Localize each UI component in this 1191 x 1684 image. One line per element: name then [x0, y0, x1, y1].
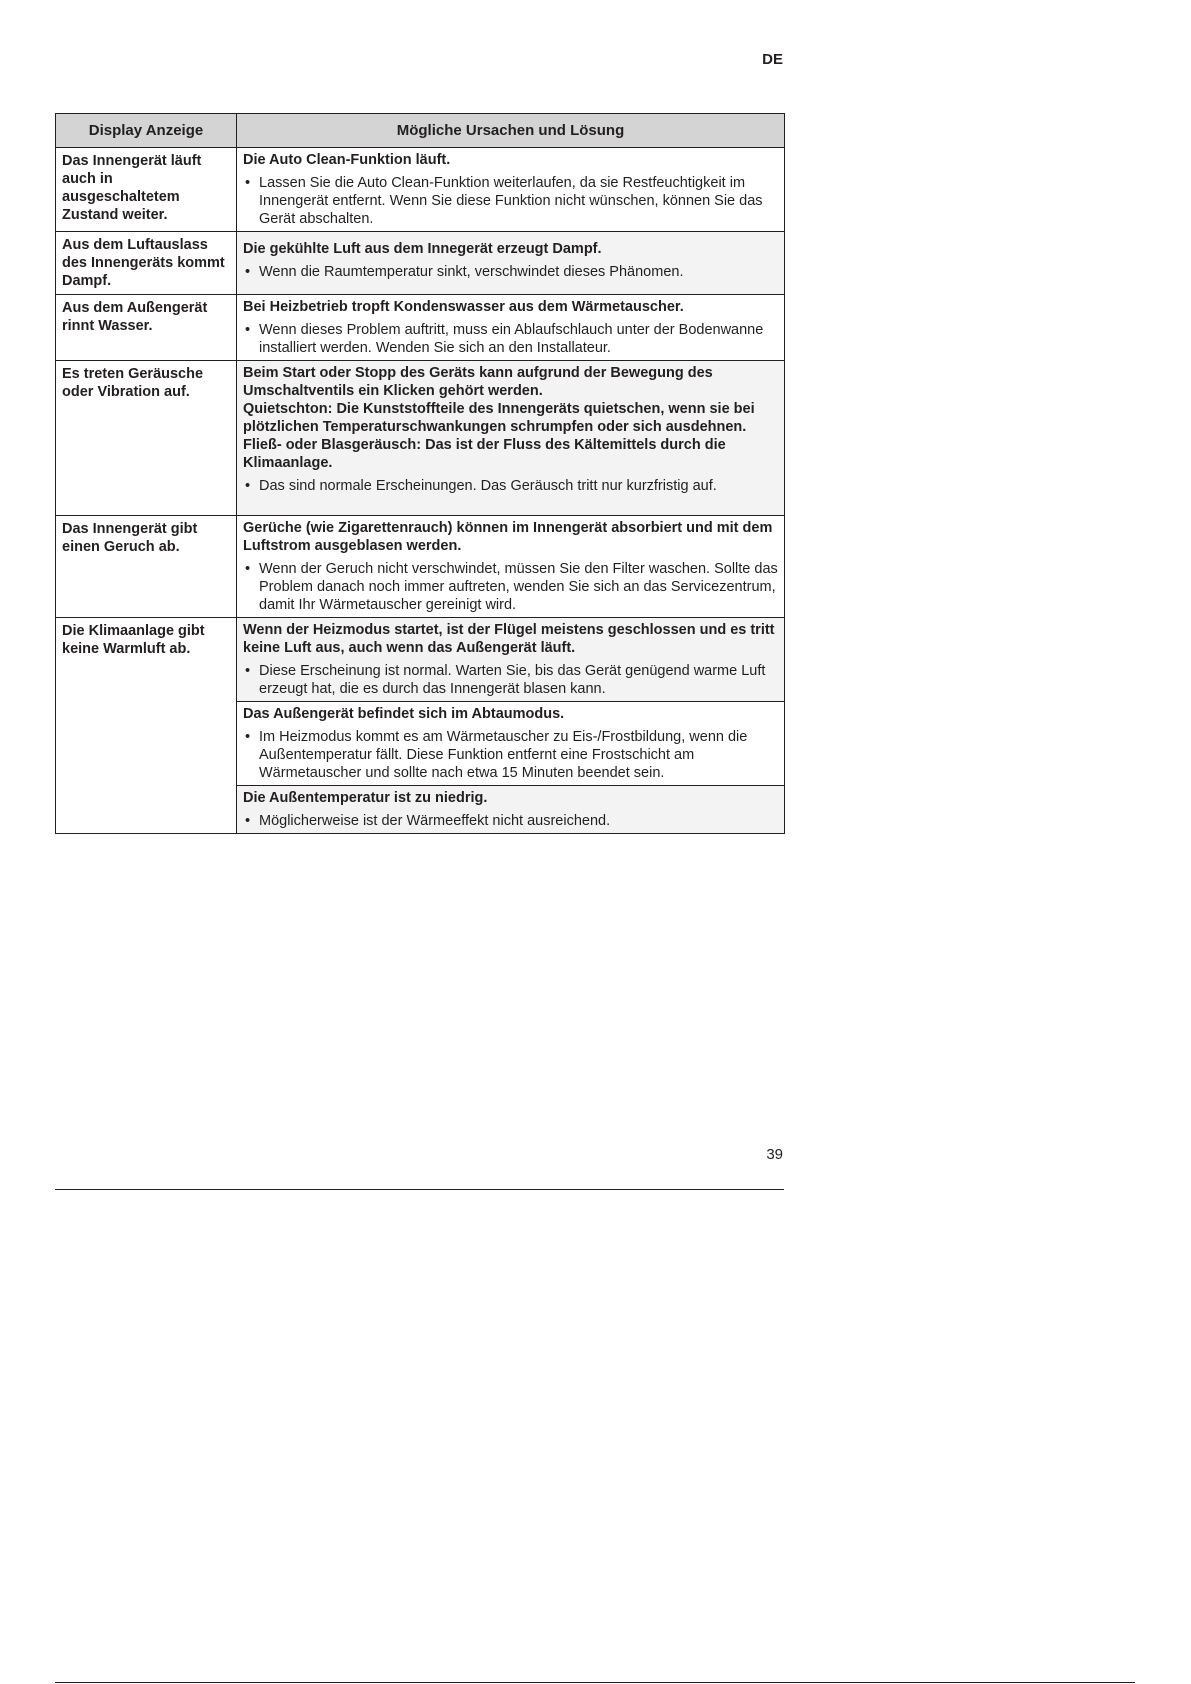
cause-block [237, 295, 784, 360]
cause-text: Gerüche (wie Zigarettenrauch) können im Innengerät absorbiert und mit dem Luftstrom ausgeblasen werden. [243, 520, 773, 554]
solution-text: Möglicherweise ist der Wärmeeffekt nicht ausreichend. [259, 813, 611, 829]
cause-text: Das Außengerät befindet sich im Abtaumodus. [243, 706, 565, 722]
solution-bullet [243, 560, 778, 614]
display-cell: Die Klimaanlage gibt keine Warmluft ab. [56, 618, 237, 834]
display-cell: Aus dem Luftauslass des Innengeräts kommt Dampf. [56, 232, 237, 295]
bullet-icon: • [245, 478, 251, 494]
cause-text: Die Außentemperatur ist zu niedrig. [243, 790, 488, 806]
display-cell: Das Innengerät gibt einen Geruch ab. [56, 516, 237, 618]
solution-cell [237, 295, 785, 361]
cause-block [237, 148, 784, 231]
table-row [56, 618, 785, 834]
solution-bullet [243, 263, 778, 281]
table-row [56, 295, 785, 361]
bullet-icon: • [245, 813, 251, 829]
display-cell: Es treten Geräusche oder Vibration auf. [56, 361, 237, 516]
display-cell: Aus dem Außengerät rinnt Wasser. [56, 295, 237, 361]
solution-bullet [243, 321, 778, 357]
bullet-icon: • [245, 175, 251, 191]
solution-text: Lassen Sie die Auto Clean-Funktion weiterlaufen, da sie Restfeuchtigkeit im Innengerät entfernt. Wenn Sie diese Funktion nicht wünschen, können Sie das Gerät abschalten. [259, 175, 763, 227]
cause-block [237, 785, 784, 833]
cause-text: Wenn der Heizmodus startet, ist der Flügel meistens geschlossen und es tritt keine Luft aus, auch wenn das Außengerät läuft. [243, 622, 775, 656]
troubleshooting-table [55, 113, 785, 834]
language-code: DE [762, 51, 783, 68]
solution-cell [237, 148, 785, 232]
bullet-icon: • [245, 729, 251, 745]
table-row [56, 232, 785, 295]
solution-cell [237, 516, 785, 618]
solution-text: Diese Erscheinung ist normal. Warten Sie, bis das Gerät genügend warme Luft erzeugt hat, die es durch das Innengerät blasen kann. [259, 663, 766, 697]
solution-cell [237, 232, 785, 295]
bullet-icon: • [245, 663, 251, 679]
solution-text: Wenn der Geruch nicht verschwindet, müssen Sie den Filter waschen. Sollte das Problem danach noch immer auftreten, wenden Sie sich an das Servicezentrum, damit Ihr Wärmetauscher gereinigt wird. [259, 561, 778, 613]
table-row [56, 361, 785, 516]
cause-block [237, 232, 784, 284]
bullet-icon: • [245, 322, 251, 338]
solution-cell [237, 618, 785, 834]
solution-bullet [243, 174, 778, 228]
page-divider [55, 1682, 1135, 1683]
page-number: 39 [766, 1146, 783, 1163]
cause-block [237, 361, 784, 498]
cause-block [237, 516, 784, 617]
bullet-icon: • [245, 561, 251, 577]
solution-bullet [243, 662, 778, 698]
bullet-icon: • [245, 264, 251, 280]
solution-text: Wenn die Raumtemperatur sinkt, verschwindet dieses Phänomen. [259, 264, 684, 280]
solution-text: Im Heizmodus kommt es am Wärmetauscher zu Eis-/Frostbildung, wenn die Außentemperatur fällt. Diese Funktion entfernt eine Frostschicht am Wärmetauscher und sollte nach etwa 15 Minuten beendet sein. [259, 729, 748, 781]
solution-cell [237, 361, 785, 516]
table-row [56, 516, 785, 618]
page-divider [55, 1189, 784, 1190]
display-cell: Das Innengerät läuft auch in ausgeschaltetem Zustand weiter. [56, 148, 237, 232]
cause-text: Beim Start oder Stopp des Geräts kann aufgrund der Bewegung des Umschaltventils ein Klicken gehört werden. Quietschton: Die Kunststoffteile des Innengeräts quietschen, wenn sie bei plötzlichen Temperaturschwankungen schrumpfen oder sich ausdehnen. Fließ- oder Blasgeräusch: Das ist der Fluss des Kältemittels durch die Klimaanlage. [243, 365, 755, 471]
solution-bullet [243, 728, 778, 782]
column-header-solution: Mögliche Ursachen und Lösung [237, 114, 785, 148]
table-header-row [56, 114, 785, 148]
solution-bullet [243, 477, 778, 495]
cause-text: Die Auto Clean-Funktion läuft. [243, 152, 451, 168]
solution-bullet [243, 812, 778, 830]
cause-text: Die gekühlte Luft aus dem Innegerät erzeugt Dampf. [243, 241, 602, 257]
solution-text: Das sind normale Erscheinungen. Das Geräusch tritt nur kurzfristig auf. [259, 478, 717, 494]
solution-text: Wenn dieses Problem auftritt, muss ein Ablaufschlauch unter der Bodenwanne installiert werden. Wenden Sie sich an den Installateur. [259, 322, 764, 356]
cause-block [237, 701, 784, 785]
table-row [56, 148, 785, 232]
cause-text: Bei Heizbetrieb tropft Kondenswasser aus dem Wärmetauscher. [243, 299, 684, 315]
cause-block [237, 618, 784, 701]
column-header-display: Display Anzeige [56, 114, 237, 148]
